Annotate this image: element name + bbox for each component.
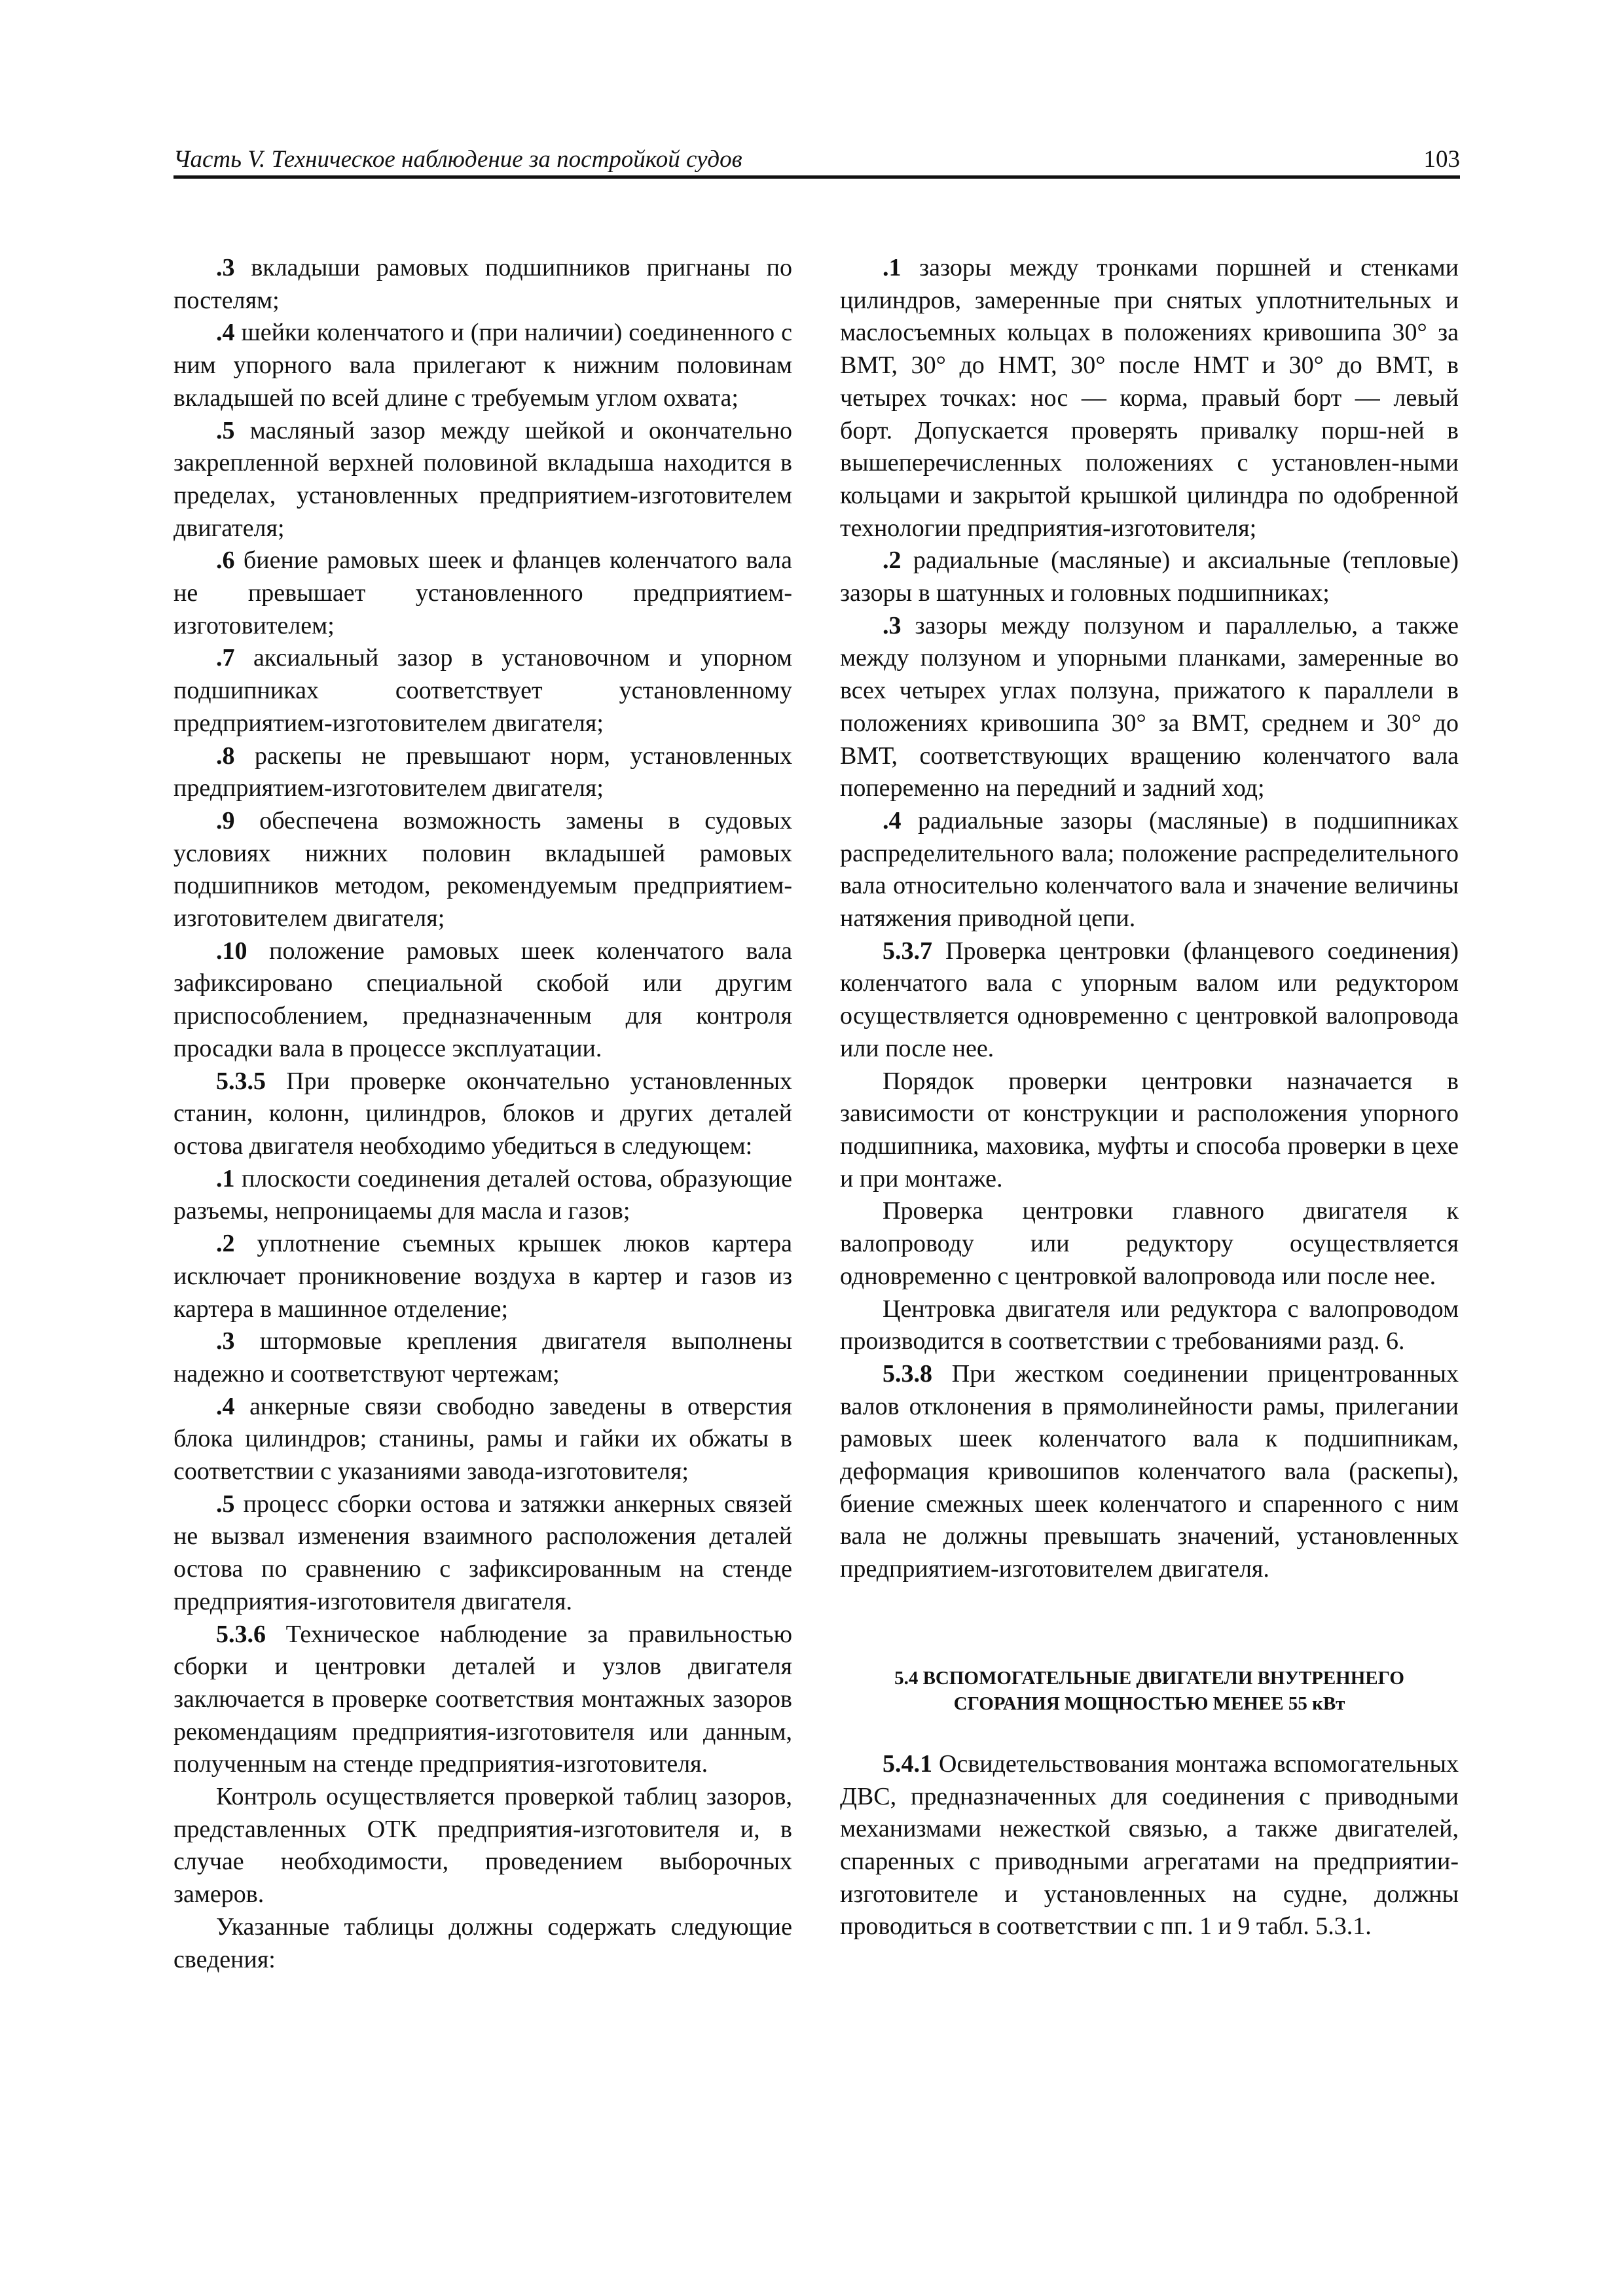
item-number: .5: [216, 1490, 235, 1518]
paragraph-text: Указанные таблицы должны содержать следующие сведения:: [173, 1912, 792, 1973]
header-rule: [173, 175, 1460, 179]
paragraph-text: Центровка двигателя или редуктора с валопроводом производится в соответствии с требованиями разд. 6.: [840, 1295, 1459, 1355]
paragraph-text: радиальные зазоры (масляные) в подшипниках распределительного вала; положение распределительного вала относительно коленчатого вала и значение величины натяжения приводной цепи.: [840, 806, 1459, 933]
page-number: 103: [1423, 146, 1460, 173]
paragraph: [173, 1066, 792, 1163]
paragraph-text: шейки коленчатого и (при наличии) соединенного с ним упорного вала прилегают к нижним половинам вкладышей по всей длине с требуемым углом охвата;: [173, 319, 792, 412]
paragraph: [173, 642, 792, 740]
item-number: .2: [216, 1230, 235, 1258]
paragraph: [840, 252, 1459, 545]
item-number: .3: [216, 1327, 235, 1355]
right-column: [840, 252, 1459, 1943]
item-number: .1: [883, 254, 902, 281]
paragraph-text: Порядок проверки центровки назначается в зависимости от конструкции и расположения упорного подшипника, маховика, муфты и способа проверки в цехе и при монтаже.: [840, 1067, 1459, 1193]
paragraph: [840, 805, 1459, 935]
paragraph: [173, 415, 792, 545]
item-number: .7: [216, 644, 235, 672]
paragraph-text: При жестком соединении прицентрованных валов отклонения в прямолинейности рамы, прилегании рамовых шеек коленчатого вала к подшипникам, деформация кривошипов коленчатого вала (раскепы), биение смежных шеек коленчатого и спаренного с ним вала не должны превышать значений, установленных предприятием-изготовителем двигателя.: [840, 1359, 1459, 1583]
item-number: .3: [216, 254, 235, 281]
paragraph: [173, 252, 792, 317]
left-column: [173, 252, 792, 1976]
item-number: .3: [883, 611, 902, 639]
paragraph-text: уплотнение съемных крышек люков картера исключает проникновение воздуха в картер и газов из картера в машинное отделение;: [173, 1230, 792, 1323]
paragraph: [840, 1293, 1459, 1358]
paragraph: [173, 805, 792, 935]
paragraph: [840, 545, 1459, 609]
item-number: .4: [883, 806, 902, 834]
paragraph-text: зазоры между тронками поршней и стенками цилиндров, замеренные при снятых уплотнительных и маслосъемных кольцах в положениях кривошипа 30° за ВМТ, 30° до НМТ, 30° после НМТ и 30° до ВМТ, в четырех точках: нос — корма, правый борт — левый борт. Допускается проверять привалку порш-ней в вышеперечисленных положениях с установлен-ными кольцами и закрытой крышкой цилиндра по одобренной технологии предприятия-изготовителя;: [840, 254, 1459, 542]
section-heading-line-1: 5.4 ВСПОМОГАТЕЛЬНЫЕ ДВИГАТЕЛИ ВНУТРЕННЕГО: [894, 1667, 1404, 1689]
paragraph-text: Проверка центровки (фланцевого соединения) коленчатого вала с упорным валом или редуктором осуществляется одновременно с центровкой валопровода или после нее.: [840, 937, 1459, 1062]
item-number: .4: [216, 1392, 235, 1420]
paragraph: [173, 545, 792, 642]
paragraph-text: Контроль осуществляется проверкой таблиц зазоров, представленных ОТК предприятия-изготовителя и, в случае необходимости, проведением выборочных замеров.: [173, 1783, 792, 1909]
paragraph: [173, 740, 792, 805]
paragraph: [173, 317, 792, 414]
paragraph-text: плоскости соединения деталей остова, образующие разъемы, непроницаемы для масла и газов;: [173, 1164, 792, 1225]
paragraph-text: Техническое наблюдение за правильностью сборки и центровки деталей и узлов двигателя заключается в проверке соответствия монтажных зазоров рекомендациям предприятия-изготовителя или данным, полученным на стенде предприятия-изготовителя.: [173, 1620, 792, 1778]
running-title: Часть V. Техническое наблюдение за постройкой судов: [173, 146, 742, 173]
paragraph-text: процесс сборки остова и затяжки анкерных связей не вызвал изменения взаимного расположения деталей остова по сравнению с зафиксированным на стенде предприятия-изготовителя двигателя.: [173, 1490, 792, 1615]
section-heading: [840, 1666, 1459, 1717]
item-number: .4: [216, 319, 235, 347]
paragraph: [173, 1163, 792, 1228]
item-number: 5.4.1: [883, 1749, 932, 1778]
paragraph: [840, 935, 1459, 1066]
paragraph: [840, 1748, 1459, 1943]
item-number: 5.3.6: [216, 1620, 266, 1648]
paragraph-text: зазоры между ползуном и параллелью, а также между ползуном и упорными планками, замеренные во всех четырех углах ползуна, прижатого к параллели в положениях кривошипа 30° за ВМТ, среднем и 30° до ВМТ, соответствующих вращению коленчатого вала попеременно на передний и задний ход;: [840, 611, 1459, 802]
paragraph-text: радиальные (масляные) и аксиальные (тепловые) зазоры в шатунных и головных подшипниках;: [840, 547, 1459, 607]
paragraph: [173, 935, 792, 1066]
item-number: 5.3.5: [216, 1067, 266, 1095]
paragraph-text: аксиальный зазор в установочном и упорном подшипниках соответствует установленному предприятием-изготовителем двигателя;: [173, 644, 792, 737]
item-number: .9: [216, 806, 235, 834]
item-number: .6: [216, 547, 235, 575]
item-number: .1: [216, 1164, 235, 1193]
section-heading-line-2: СГОРАНИЯ МОЩНОСТЬЮ МЕНЕЕ 55 кВт: [953, 1693, 1345, 1714]
paragraph-text: Освидетельствования монтажа вспомогательных ДВС, предназначенных для соединения с приводными механизмами нежесткой связью, а также двигателей, спаренных с приводными агрегатами на предприятии-изготовителе и установленных на судне, должны проводиться в соответствии с пп. 1 и 9 табл. 5.3.1.: [840, 1749, 1459, 1941]
paragraph: [840, 1358, 1459, 1586]
item-number: .8: [216, 742, 235, 770]
item-number: 5.3.7: [883, 937, 932, 965]
paragraph: [173, 1325, 792, 1390]
paragraph: [173, 1911, 792, 1976]
paragraph: [840, 1066, 1459, 1196]
paragraph-text: анкерные связи свободно заведены в отверстия блока цилиндров; станины, рамы и гайки их обжаты в соответствии с указаниями завода-изготовителя;: [173, 1392, 792, 1486]
paragraph-text: положение рамовых шеек коленчатого вала зафиксировано специальной скобой или другим приспособлением, предназначенным для контроля просадки вала в процессе эксплуатации.: [173, 937, 792, 1062]
item-number: .2: [883, 547, 902, 575]
paragraph-text: раскепы не превышают норм, установленных предприятием-изготовителем двигателя;: [173, 742, 792, 802]
paragraph-text: вкладыши рамовых подшипников пригнаны по постелям;: [173, 254, 792, 314]
paragraph: [840, 610, 1459, 805]
paragraph-text: масляный зазор между шейкой и окончательно закрепленной верхней половиной вкладыша находится в пределах, установленных предприятием-изготовителем двигателя;: [173, 416, 792, 542]
item-number: 5.3.8: [883, 1359, 932, 1388]
item-number: .5: [216, 416, 235, 444]
paragraph-text: штормовые крепления двигателя выполнены надежно и соответствуют чертежам;: [173, 1327, 792, 1388]
paragraph-text: биение рамовых шеек и фланцев коленчатого вала не превышает установленного предприятием-изготовителем;: [173, 547, 792, 639]
paragraph-text: Проверка центровки главного двигателя к валопроводу или редуктору осуществляется одновременно с центровкой валопровода или после нее.: [840, 1197, 1459, 1290]
paragraph: [173, 1619, 792, 1782]
paragraph: [173, 1391, 792, 1488]
paragraph: [173, 1228, 792, 1325]
paragraph: [840, 1195, 1459, 1293]
paragraph-text: При проверке окончательно установленных станин, колонн, цилиндров, блоков и других деталей остова двигателя необходимо убедиться в следующем:: [173, 1067, 792, 1160]
item-number: .10: [216, 937, 247, 965]
paragraph-text: обеспечена возможность замены в судовых условиях нижних половин вкладышей рамовых подшипников методом, рекомендуемым предприятием-изготовителем двигателя;: [173, 806, 792, 933]
paragraph: [173, 1488, 792, 1619]
paragraph: [173, 1781, 792, 1911]
